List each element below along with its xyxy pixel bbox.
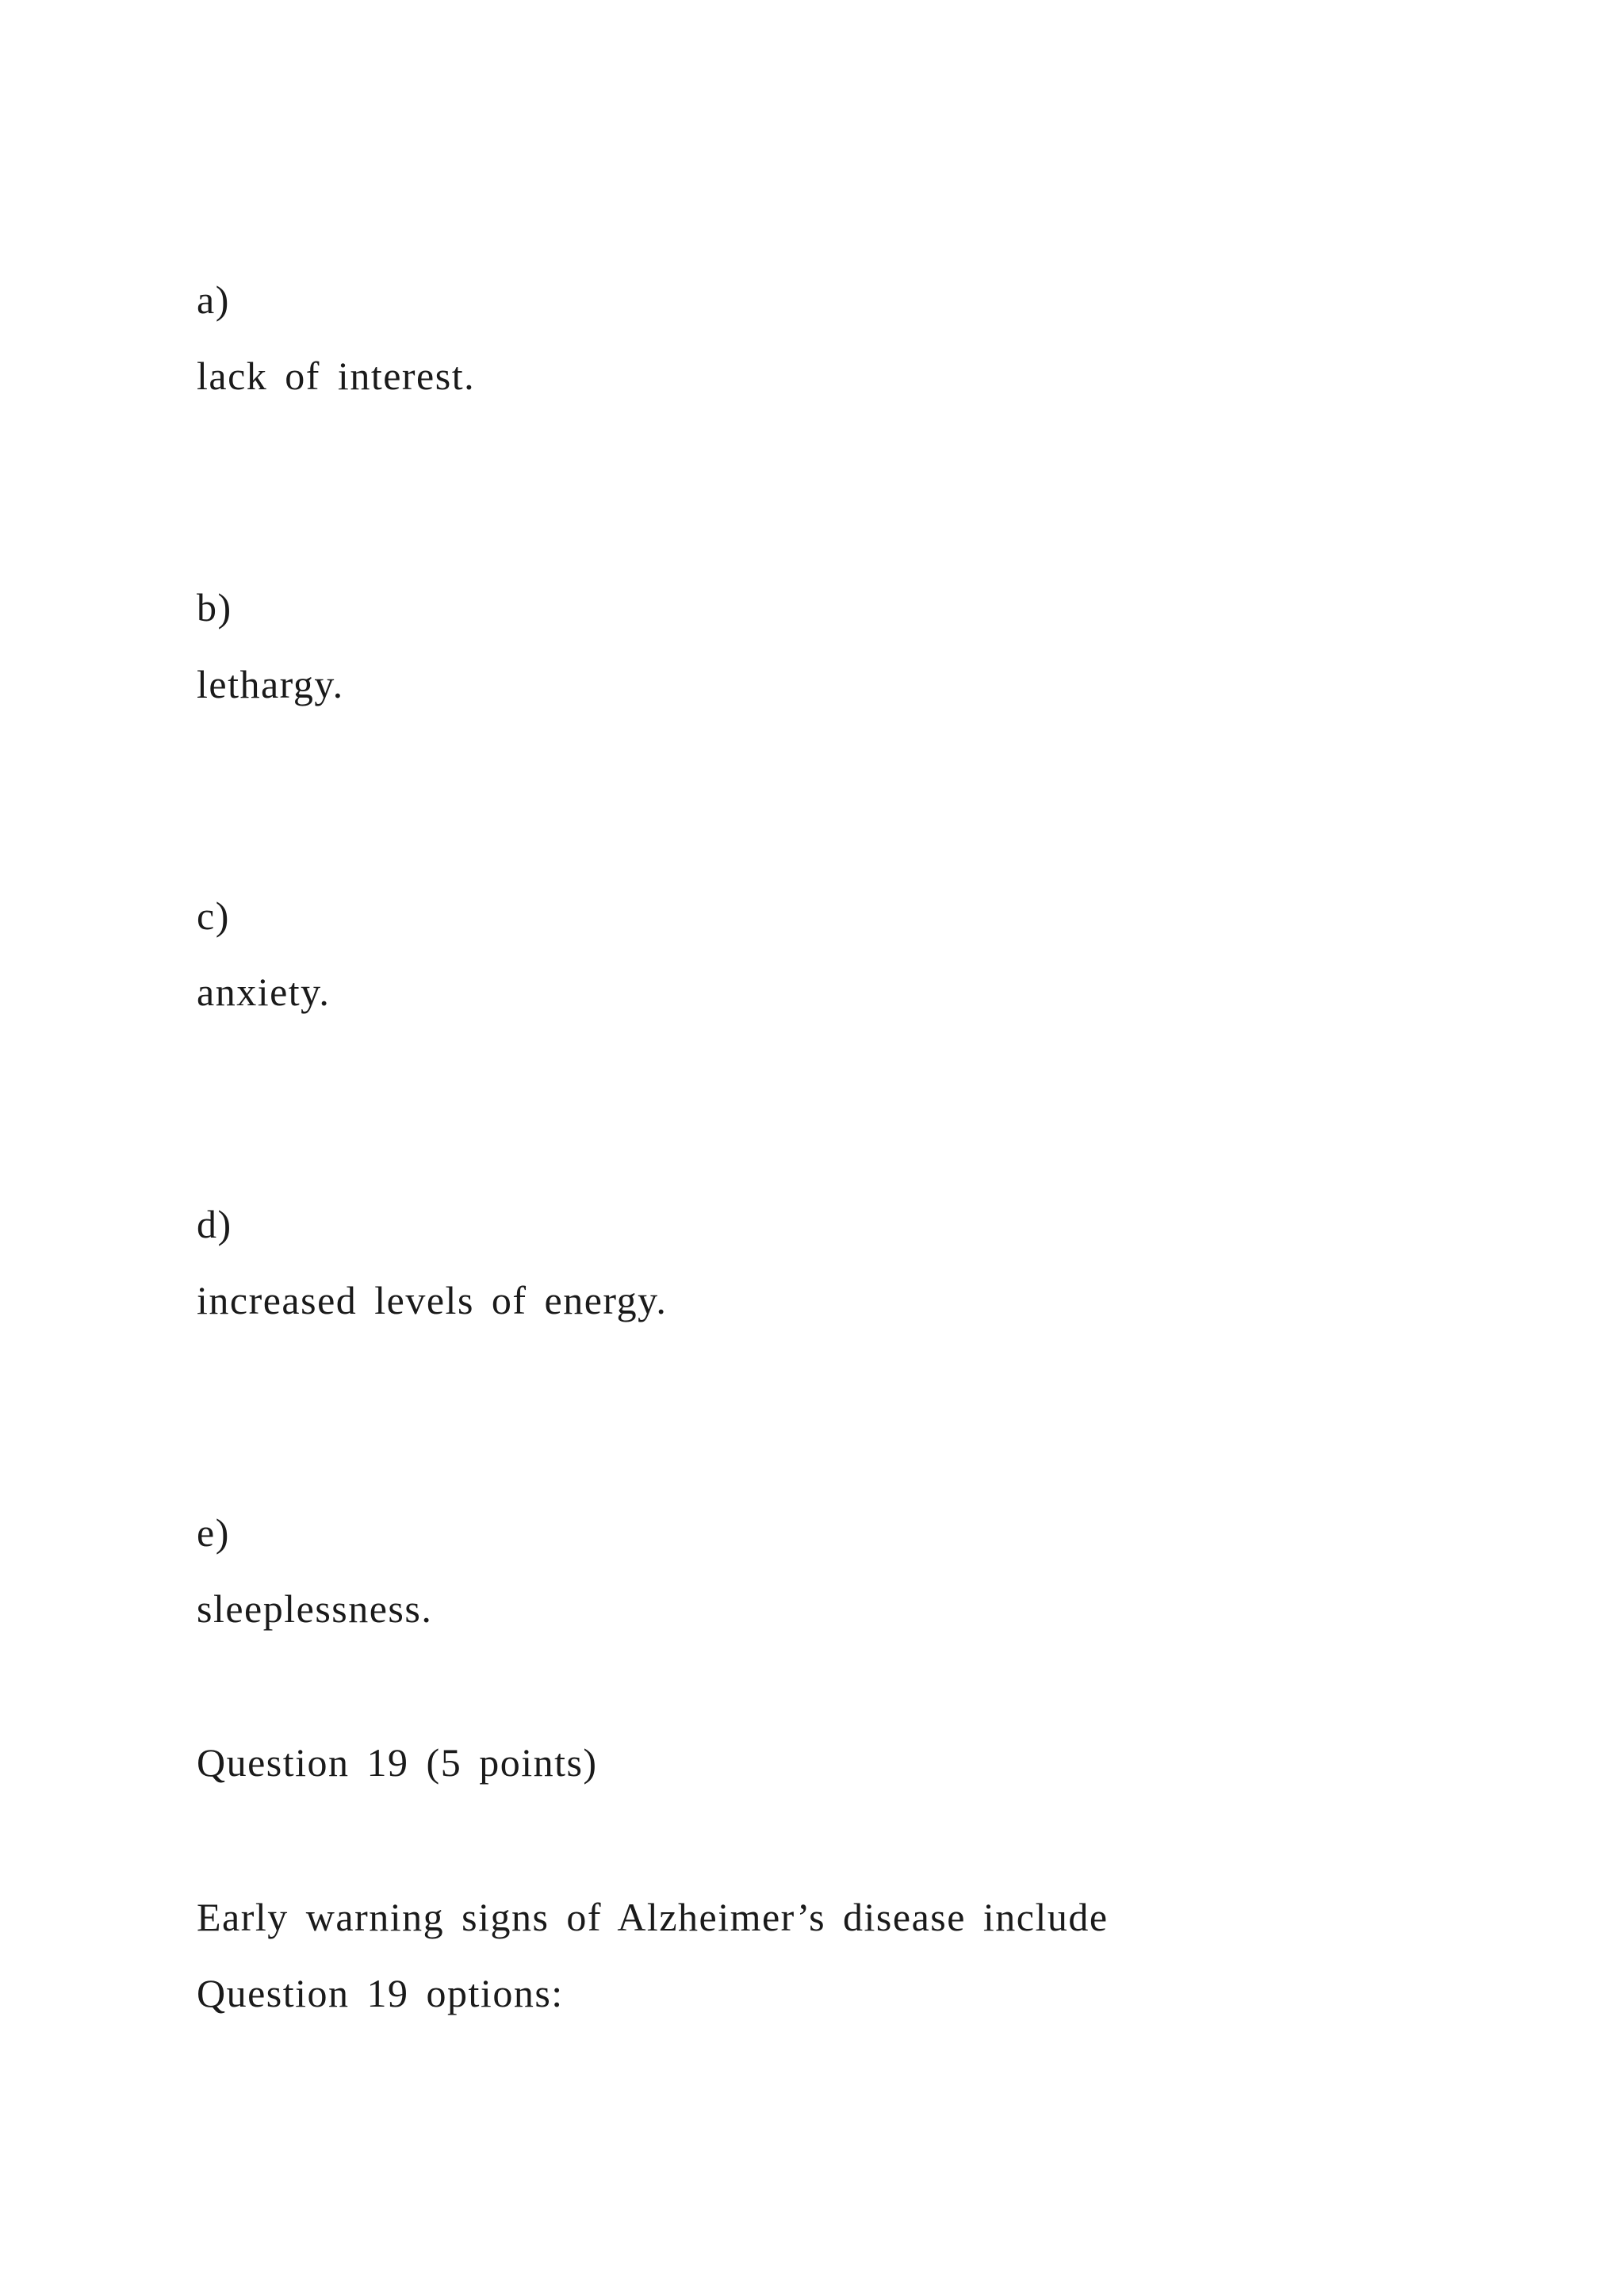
option-b-letter: b) [197, 585, 232, 629]
question-header: Question 19 (5 points) [197, 1740, 598, 1785]
option-e-letter: e) [197, 1510, 230, 1555]
option-d-letter: d) [197, 1202, 232, 1246]
option-b-text: lethargy. [197, 662, 344, 706]
option-d-text: increased levels of energy. [197, 1278, 668, 1322]
option-a-text: lack of interest. [197, 354, 476, 398]
option-a-letter: a) [197, 277, 230, 322]
option-c-text: anxiety. [197, 970, 331, 1014]
option-c-letter: c) [197, 894, 230, 938]
option-e-text: sleeplessness. [197, 1586, 433, 1631]
question-options-label: Question 19 options: [197, 1971, 564, 2015]
question-prompt: Early warning signs of Alzheimer’s disease include [197, 1895, 1109, 1939]
